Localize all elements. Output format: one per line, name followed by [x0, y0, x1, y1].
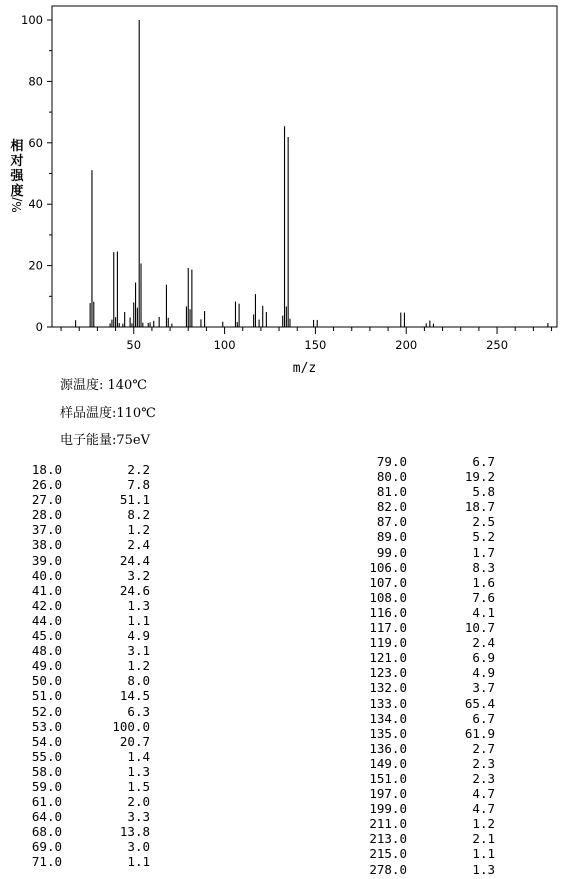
peak-row [345, 665, 495, 680]
x-tick-label: 100 [213, 338, 236, 352]
peak-row [345, 680, 495, 695]
peak-mz: 117.0 [369, 620, 407, 636]
peak-row [0, 628, 150, 643]
peak-row [0, 734, 150, 749]
peak-mz: 41.0 [31, 582, 62, 598]
peak-mz: 39.0 [31, 552, 62, 568]
peak-intensity: 8.3 [472, 559, 495, 575]
peak-mz: 211.0 [369, 816, 407, 832]
peak-row [345, 575, 495, 590]
peak-intensity: 7.6 [472, 589, 495, 605]
peak-mz: 199.0 [369, 801, 407, 817]
peak-mz: 134.0 [369, 710, 407, 726]
y-tick-label: 0 [35, 320, 43, 334]
peak-row [0, 794, 150, 809]
peak-row [345, 862, 495, 877]
x-tick-label: 250 [486, 338, 509, 352]
sample-temperature: 样品温度:110℃ [60, 406, 156, 421]
peak-intensity: 1.3 [472, 861, 495, 877]
peak-row [0, 719, 150, 734]
peak-intensity: 24.6 [119, 582, 150, 598]
peak-row [0, 688, 150, 703]
peak-row [0, 583, 150, 598]
peak-intensity: 3.2 [127, 567, 150, 583]
peak-mz: 53.0 [31, 718, 62, 734]
peak-intensity: 3.3 [127, 809, 150, 825]
peak-mz: 278.0 [369, 861, 407, 877]
peak-row [0, 704, 150, 719]
peak-row [0, 764, 150, 779]
peak-mz: 197.0 [369, 786, 407, 802]
peak-intensity: 2.4 [472, 635, 495, 651]
y-tick-label: 40 [28, 197, 43, 212]
peak-mz: 107.0 [369, 574, 407, 590]
peak-mz: 55.0 [31, 748, 62, 764]
peak-mz: 99.0 [376, 544, 407, 560]
peak-row [0, 779, 150, 794]
peak-row [0, 854, 150, 869]
peak-intensity: 100.0 [112, 718, 150, 734]
peak-row [345, 529, 495, 544]
y-axis-label-char: 度 [10, 184, 24, 199]
peak-mz: 68.0 [31, 824, 62, 840]
x-tick-label: 150 [304, 338, 327, 352]
peak-row [345, 756, 495, 771]
peak-mz: 59.0 [31, 778, 62, 794]
peak-intensity: 2.4 [127, 537, 150, 553]
y-tick-label: 80 [28, 74, 43, 89]
peak-mz: 87.0 [376, 514, 407, 530]
peak-mz: 81.0 [376, 484, 407, 500]
peak-row [345, 469, 495, 484]
peak-mz: 135.0 [369, 725, 407, 741]
y-tick-label: 100 [21, 13, 43, 27]
peak-mz: 52.0 [31, 703, 62, 719]
peak-mz: 42.0 [31, 597, 62, 613]
peak-intensity: 3.7 [472, 680, 495, 696]
peak-intensity: 61.9 [464, 725, 495, 741]
peak-mz: 28.0 [31, 507, 62, 523]
peak-mz: 49.0 [31, 658, 62, 674]
peak-row [345, 771, 495, 786]
peak-row [345, 560, 495, 575]
peak-intensity: 2.3 [472, 755, 495, 771]
peak-row [0, 839, 150, 854]
peak-row [0, 824, 150, 839]
peak-mz: 51.0 [31, 688, 62, 704]
peak-row [345, 831, 495, 846]
peak-intensity: 1.2 [127, 658, 150, 674]
peak-intensity: 19.2 [464, 469, 495, 485]
peak-row [345, 786, 495, 801]
peak-mz: 116.0 [369, 604, 407, 620]
peak-intensity: 4.1 [472, 604, 495, 620]
peak-table-left [0, 462, 150, 870]
peak-table-right [345, 454, 495, 877]
electron-energy: 电子能量:75eV [60, 433, 151, 448]
peak-row [345, 726, 495, 741]
peak-row [345, 484, 495, 499]
peak-intensity: 6.7 [472, 710, 495, 726]
peak-intensity: 7.8 [127, 477, 150, 493]
peak-intensity: 4.9 [472, 665, 495, 681]
peak-intensity: 2.5 [472, 514, 495, 530]
peak-row [0, 507, 150, 522]
peak-mz: 45.0 [31, 628, 62, 644]
peak-mz: 133.0 [369, 695, 407, 711]
peak-intensity: 24.4 [119, 552, 150, 568]
peak-row [0, 598, 150, 613]
peak-intensity: 1.5 [127, 778, 150, 794]
peak-row [0, 613, 150, 628]
peak-intensity: 65.4 [464, 695, 495, 711]
peak-row [345, 545, 495, 560]
peak-intensity: 1.4 [127, 748, 150, 764]
peak-intensity: 5.8 [472, 484, 495, 500]
peak-mz: 108.0 [369, 589, 407, 605]
y-tick-label: 60 [28, 135, 43, 150]
peak-intensity: 14.5 [119, 688, 150, 704]
peak-intensity: 2.0 [127, 794, 150, 810]
peak-row [345, 696, 495, 711]
peak-intensity: 1.2 [472, 816, 495, 832]
peak-intensity: 8.2 [127, 507, 150, 523]
peak-mz: 48.0 [31, 643, 62, 659]
y-axis-label-char: 相 [10, 139, 24, 154]
peak-mz: 80.0 [376, 469, 407, 485]
peak-intensity: 1.2 [127, 522, 150, 538]
peak-mz: 149.0 [369, 755, 407, 771]
peak-row [345, 620, 495, 635]
peak-intensity: 18.7 [464, 499, 495, 515]
peak-intensity: 3.0 [127, 839, 150, 855]
peak-intensity: 2.3 [472, 770, 495, 786]
peak-row [0, 553, 150, 568]
peak-row [345, 741, 495, 756]
peak-intensity: 13.8 [119, 824, 150, 840]
peak-intensity: 1.1 [472, 846, 495, 862]
mass-spectrum-chart [0, 0, 570, 380]
peak-mz: 89.0 [376, 529, 407, 545]
peak-mz: 136.0 [369, 740, 407, 756]
peak-intensity: 8.0 [127, 673, 150, 689]
peak-intensity: 3.1 [127, 643, 150, 659]
peak-mz: 18.0 [31, 462, 62, 477]
peak-intensity: 6.3 [127, 703, 150, 719]
peak-row [0, 643, 150, 658]
peak-row [0, 522, 150, 537]
peak-row [345, 816, 495, 831]
peak-row [345, 846, 495, 861]
peak-mz: 79.0 [376, 454, 407, 469]
peak-row [345, 801, 495, 816]
peak-row [0, 492, 150, 507]
y-axis-label-unit: %/ [10, 197, 24, 213]
peak-mz: 213.0 [369, 831, 407, 847]
y-axis-label-char: 对 [10, 154, 24, 169]
peak-row [0, 462, 150, 477]
x-tick-label: 50 [126, 338, 142, 352]
peak-mz: 27.0 [31, 492, 62, 508]
peak-row [0, 477, 150, 492]
y-tick-label: 20 [28, 258, 43, 273]
peak-row [345, 590, 495, 605]
peak-row [345, 454, 495, 469]
peak-mz: 54.0 [31, 733, 62, 749]
peak-intensity: 4.7 [472, 786, 495, 802]
peak-mz: 215.0 [369, 846, 407, 862]
peak-intensity: 2.1 [472, 831, 495, 847]
peak-row [345, 711, 495, 726]
peak-intensity: 6.9 [472, 650, 495, 666]
peak-intensity: 10.7 [464, 620, 495, 636]
peak-row [0, 673, 150, 688]
source-temperature: 源温度: 140℃ [60, 378, 147, 393]
peak-mz: 40.0 [31, 567, 62, 583]
peak-row [345, 650, 495, 665]
peak-intensity: 6.7 [472, 454, 495, 469]
peak-row [0, 537, 150, 552]
peak-mz: 44.0 [31, 612, 62, 628]
peak-mz: 119.0 [369, 635, 407, 651]
peak-mz: 121.0 [369, 650, 407, 666]
peak-row [345, 605, 495, 620]
peak-mz: 50.0 [31, 673, 62, 689]
peak-row [0, 568, 150, 583]
peak-intensity: 5.2 [472, 529, 495, 545]
peak-intensity: 1.3 [127, 763, 150, 779]
peak-mz: 58.0 [31, 763, 62, 779]
peak-row [345, 499, 495, 514]
peak-mz: 82.0 [376, 499, 407, 515]
peak-mz: 123.0 [369, 665, 407, 681]
y-axis-label-char: 强 [10, 169, 24, 184]
peak-mz: 37.0 [31, 522, 62, 538]
plot-frame [52, 6, 557, 327]
peak-intensity: 4.9 [127, 628, 150, 644]
peak-mz: 151.0 [369, 770, 407, 786]
peak-mz: 69.0 [31, 839, 62, 855]
peak-intensity: 1.6 [472, 574, 495, 590]
peak-row [345, 635, 495, 650]
peak-intensity: 1.3 [127, 597, 150, 613]
x-tick-label: 200 [395, 338, 418, 352]
peak-intensity: 1.7 [472, 544, 495, 560]
peak-mz: 64.0 [31, 809, 62, 825]
peak-intensity: 20.7 [119, 733, 150, 749]
peak-intensity: 2.7 [472, 740, 495, 756]
peak-row [345, 514, 495, 529]
peak-row [0, 809, 150, 824]
peak-intensity: 1.1 [127, 854, 150, 870]
peak-intensity: 4.7 [472, 801, 495, 817]
peak-mz: 61.0 [31, 794, 62, 810]
peak-mz: 38.0 [31, 537, 62, 553]
peak-row [0, 658, 150, 673]
peak-mz: 132.0 [369, 680, 407, 696]
peak-mz: 71.0 [31, 854, 62, 870]
peak-mz: 106.0 [369, 559, 407, 575]
x-axis-label: m/z [292, 361, 317, 376]
peak-intensity: 1.1 [127, 612, 150, 628]
peak-mz: 26.0 [31, 477, 62, 493]
peak-row [0, 749, 150, 764]
peak-intensity: 2.2 [127, 462, 150, 477]
peak-intensity: 51.1 [119, 492, 150, 508]
